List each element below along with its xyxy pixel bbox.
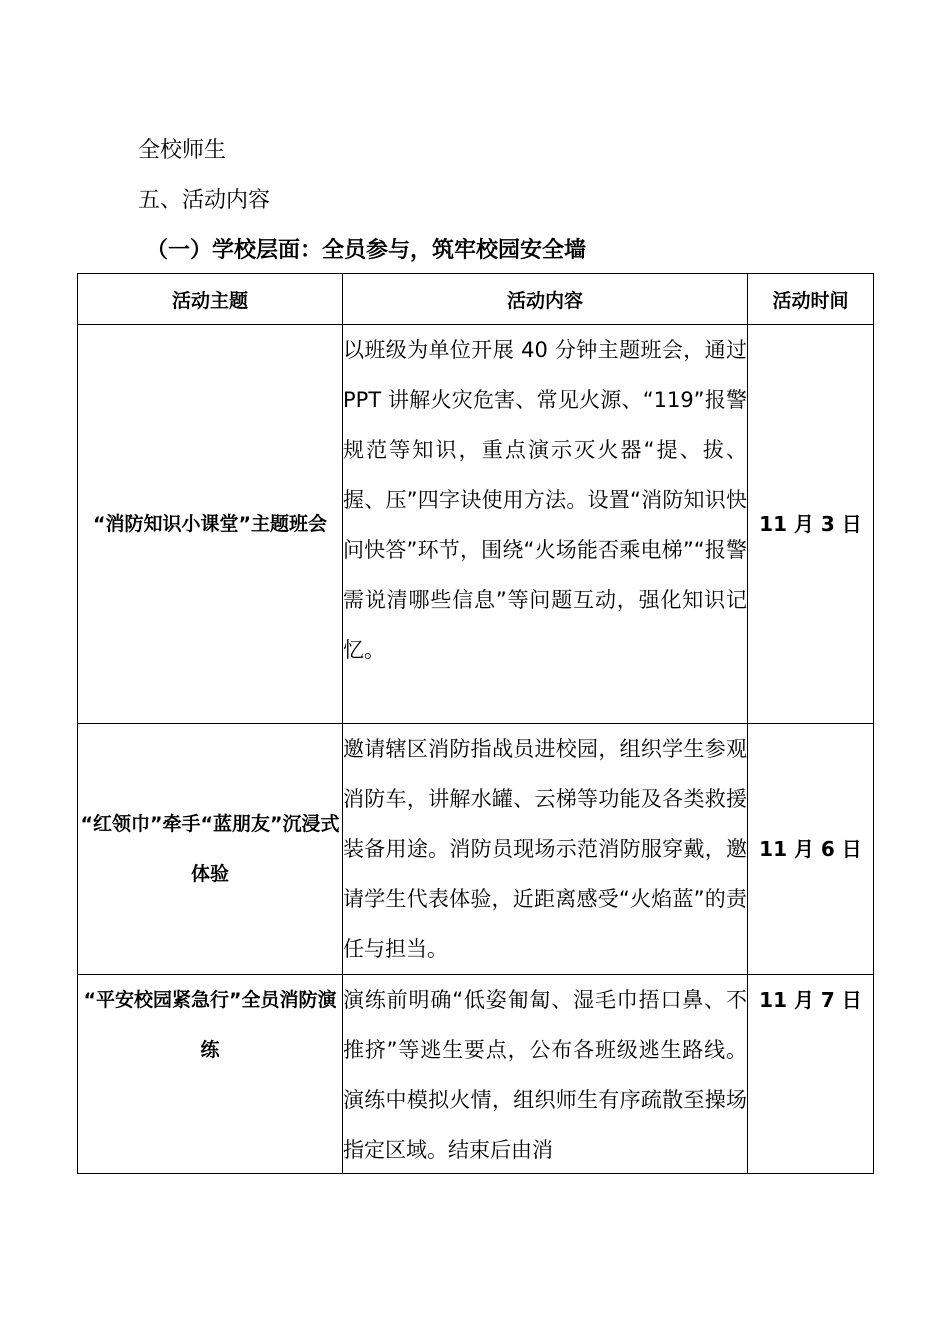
row-content: 邀请辖区消防指战员进校园，组织学生参观消防车，讲解水罐、云梯等功能及各类救援装备用途。消防员现场示范消防服穿戴，邀请学生代表体验，近距离感受“火焰蓝”的责任与担当。 [343,724,748,975]
table-row [78,325,874,724]
table-row [78,724,874,975]
row-content: 以班级为单位开展 40 分钟主题班会，通过 PPT 讲解火灾危害、常见火源、“119”报警规范等知识，重点演示灭火器“提、拔、握、压”四字诀使用方法。设置“消防知识快问快答”环节，围绕“火场能否乘电梯”“报警需说清哪些信息”等问题互动，强化知识记忆。 [343,325,748,724]
activity-table [77,273,874,1174]
participants-text: 全校师生 [138,138,227,163]
table-row [78,975,874,1174]
row-date: 11 月 6 日 [748,724,874,975]
subsection-heading: （一）学校层面：全员参与，筑牢校园安全墙 [146,238,587,263]
row-theme: “平安校园紧急行”全员消防演练 [78,975,343,1174]
section-heading: 五、活动内容 [138,188,271,213]
row-date: 11 月 7 日 [748,975,874,1174]
header-date: 活动时间 [748,274,874,325]
header-content: 活动内容 [343,274,748,325]
row-theme: “消防知识小课堂”主题班会 [78,325,343,724]
row-theme: “红领巾”牵手“蓝朋友”沉浸式体验 [78,724,343,975]
row-date: 11 月 3 日 [748,325,874,724]
row-content: 演练前明确“低姿匍匐、湿毛巾捂口鼻、不推挤”等逃生要点，公布各班级逃生路线。演练中模拟火情，组织师生有序疏散至操场指定区域。结束后由消 [343,975,748,1174]
header-theme: 活动主题 [78,274,343,325]
table-header-row [78,274,874,325]
